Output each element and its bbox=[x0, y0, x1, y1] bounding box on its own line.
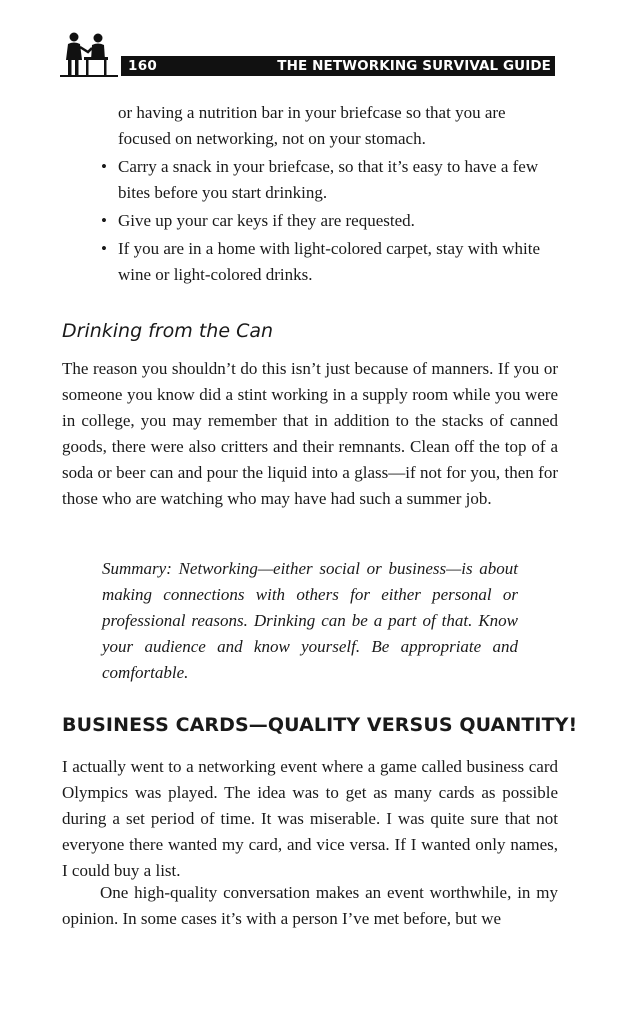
continued-bullet-text: or having a nutrition bar in your briefcase so that you are focused on networking, not on your stomach. bbox=[118, 103, 506, 148]
bullet-marker: • bbox=[101, 211, 107, 230]
page-number: 160 bbox=[128, 58, 158, 74]
list-item: • Carry a snack in your briefcase, so that it’s easy to have a few bites before you start drinking. bbox=[118, 154, 558, 206]
body-paragraph: The reason you shouldn’t do this isn’t just because of manners. If you or someone you know did a stint working in a supply room while you were in college, you may remember that in addition to the stacks of canned goods, there were also critters and their remnants. Clean off the top of a soda or beer can and pour the liquid into a glass—if not for you, then for those who are watching who may have had such a summer job. bbox=[62, 359, 558, 508]
subheading-drinking-from-can: Drinking from the Can bbox=[62, 320, 274, 342]
body-paragraph: One high-quality conversation makes an event worthwhile, in my opinion. In some cases it’s with a person I’ve met before, but we bbox=[62, 883, 558, 928]
running-title: THE NETWORKING SURVIVAL GUIDE bbox=[277, 58, 551, 74]
bullet-marker: • bbox=[101, 157, 107, 176]
summary-block: Summary: Networking—either social or business—is about making connections with others for either personal or professional reasons. Drinking can be a part of that. Know your audience and know yourself. Be appropriate and comfortable. bbox=[102, 559, 518, 682]
body-paragraph: I actually went to a networking event where a game called business card Olympics was played. The idea was to get as many cards as possible during a set period of time. It was miserable. I was quite sure that not everyone there wanted my card, and vice versa. If I wanted only names, I could buy a list. bbox=[62, 757, 558, 880]
section-heading-business-cards: BUSINESS CARDS—QUALITY VERSUS QUANTITY! bbox=[62, 714, 578, 736]
running-header-bar bbox=[121, 56, 555, 76]
handshake-people-icon bbox=[58, 30, 120, 78]
list-item: • If you are in a home with light-colored carpet, stay with white wine or light-colored drinks. bbox=[118, 236, 558, 288]
bullet-marker: • bbox=[101, 239, 107, 258]
list-item: • Give up your car keys if they are requested. bbox=[118, 208, 558, 234]
tips-bullet-list bbox=[101, 154, 558, 290]
